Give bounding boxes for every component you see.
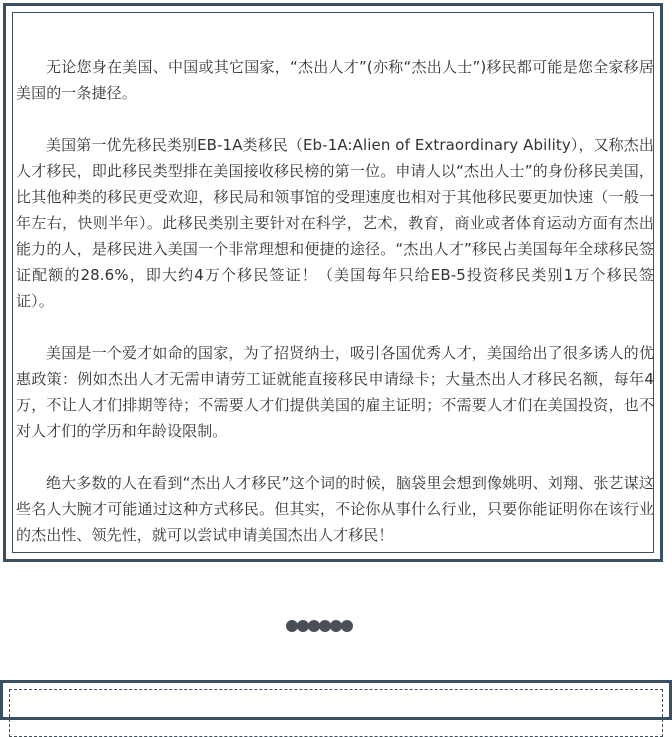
paragraph-intro: 无论您身在美国、中国或其它国家，“杰出人才”(亦称“杰出人士”)移民都可能是您全家移居美国的一条捷径。 bbox=[16, 58, 654, 102]
next-section-card bbox=[0, 680, 672, 720]
article-card bbox=[3, 3, 663, 562]
divider-dot bbox=[341, 620, 353, 632]
article-body bbox=[16, 54, 654, 574]
next-section-dashed-border bbox=[9, 689, 663, 737]
paragraph-policy: 美国是一个爱才如命的国家，为了招贤纳士，吸引各国优秀人才，美国给出了很多诱人的优惠政策：例如杰出人才无需申请劳工证就能直接移民申请绿卡；大量杰出人才移民名额，每年4万，不让人才们排期等待；不需要人才们提供美国的雇主证明；不需要人才们在美国投资，也不对人才们的学历和年龄设限制。 bbox=[16, 344, 654, 440]
paragraph-eb1a: 美国第一优先移民类别EB-1A类移民（Eb-1A:Alien of Extraordinary Ability），又称杰出人才移民，即此移民类型排在美国接收移民榜的第一位。申请人以“杰出人士”的身份移民美国，比其他种类的移民更受欢迎，移民局和领事馆的受理速度也相对于其他移民要更加快速（一般一年左右，快则半年）。此移民类别主要针对在科学，艺术，教育，商业或者体育运动方面有杰出能力的人，是移民进入美国一个非常理想和便捷的途径。“杰出人才”移民占美国每年全球移民签证配额的28.6%，即大约4万个移民签证！（美国每年只给EB-5投资移民类别1万个移民签证）。 bbox=[16, 136, 654, 310]
paragraph-anyone: 绝大多数的人在看到“杰出人才移民”这个词的时候，脑袋里会想到像姚明、刘翔、张艺谋这些名人大腕才可能通过这种方式移民。但其实，不论你从事什么行业，只要你能证明你在该行业的杰出性、领先性，就可以尝试申请美国杰出人才移民！ bbox=[16, 474, 654, 544]
dot-divider bbox=[286, 620, 352, 632]
